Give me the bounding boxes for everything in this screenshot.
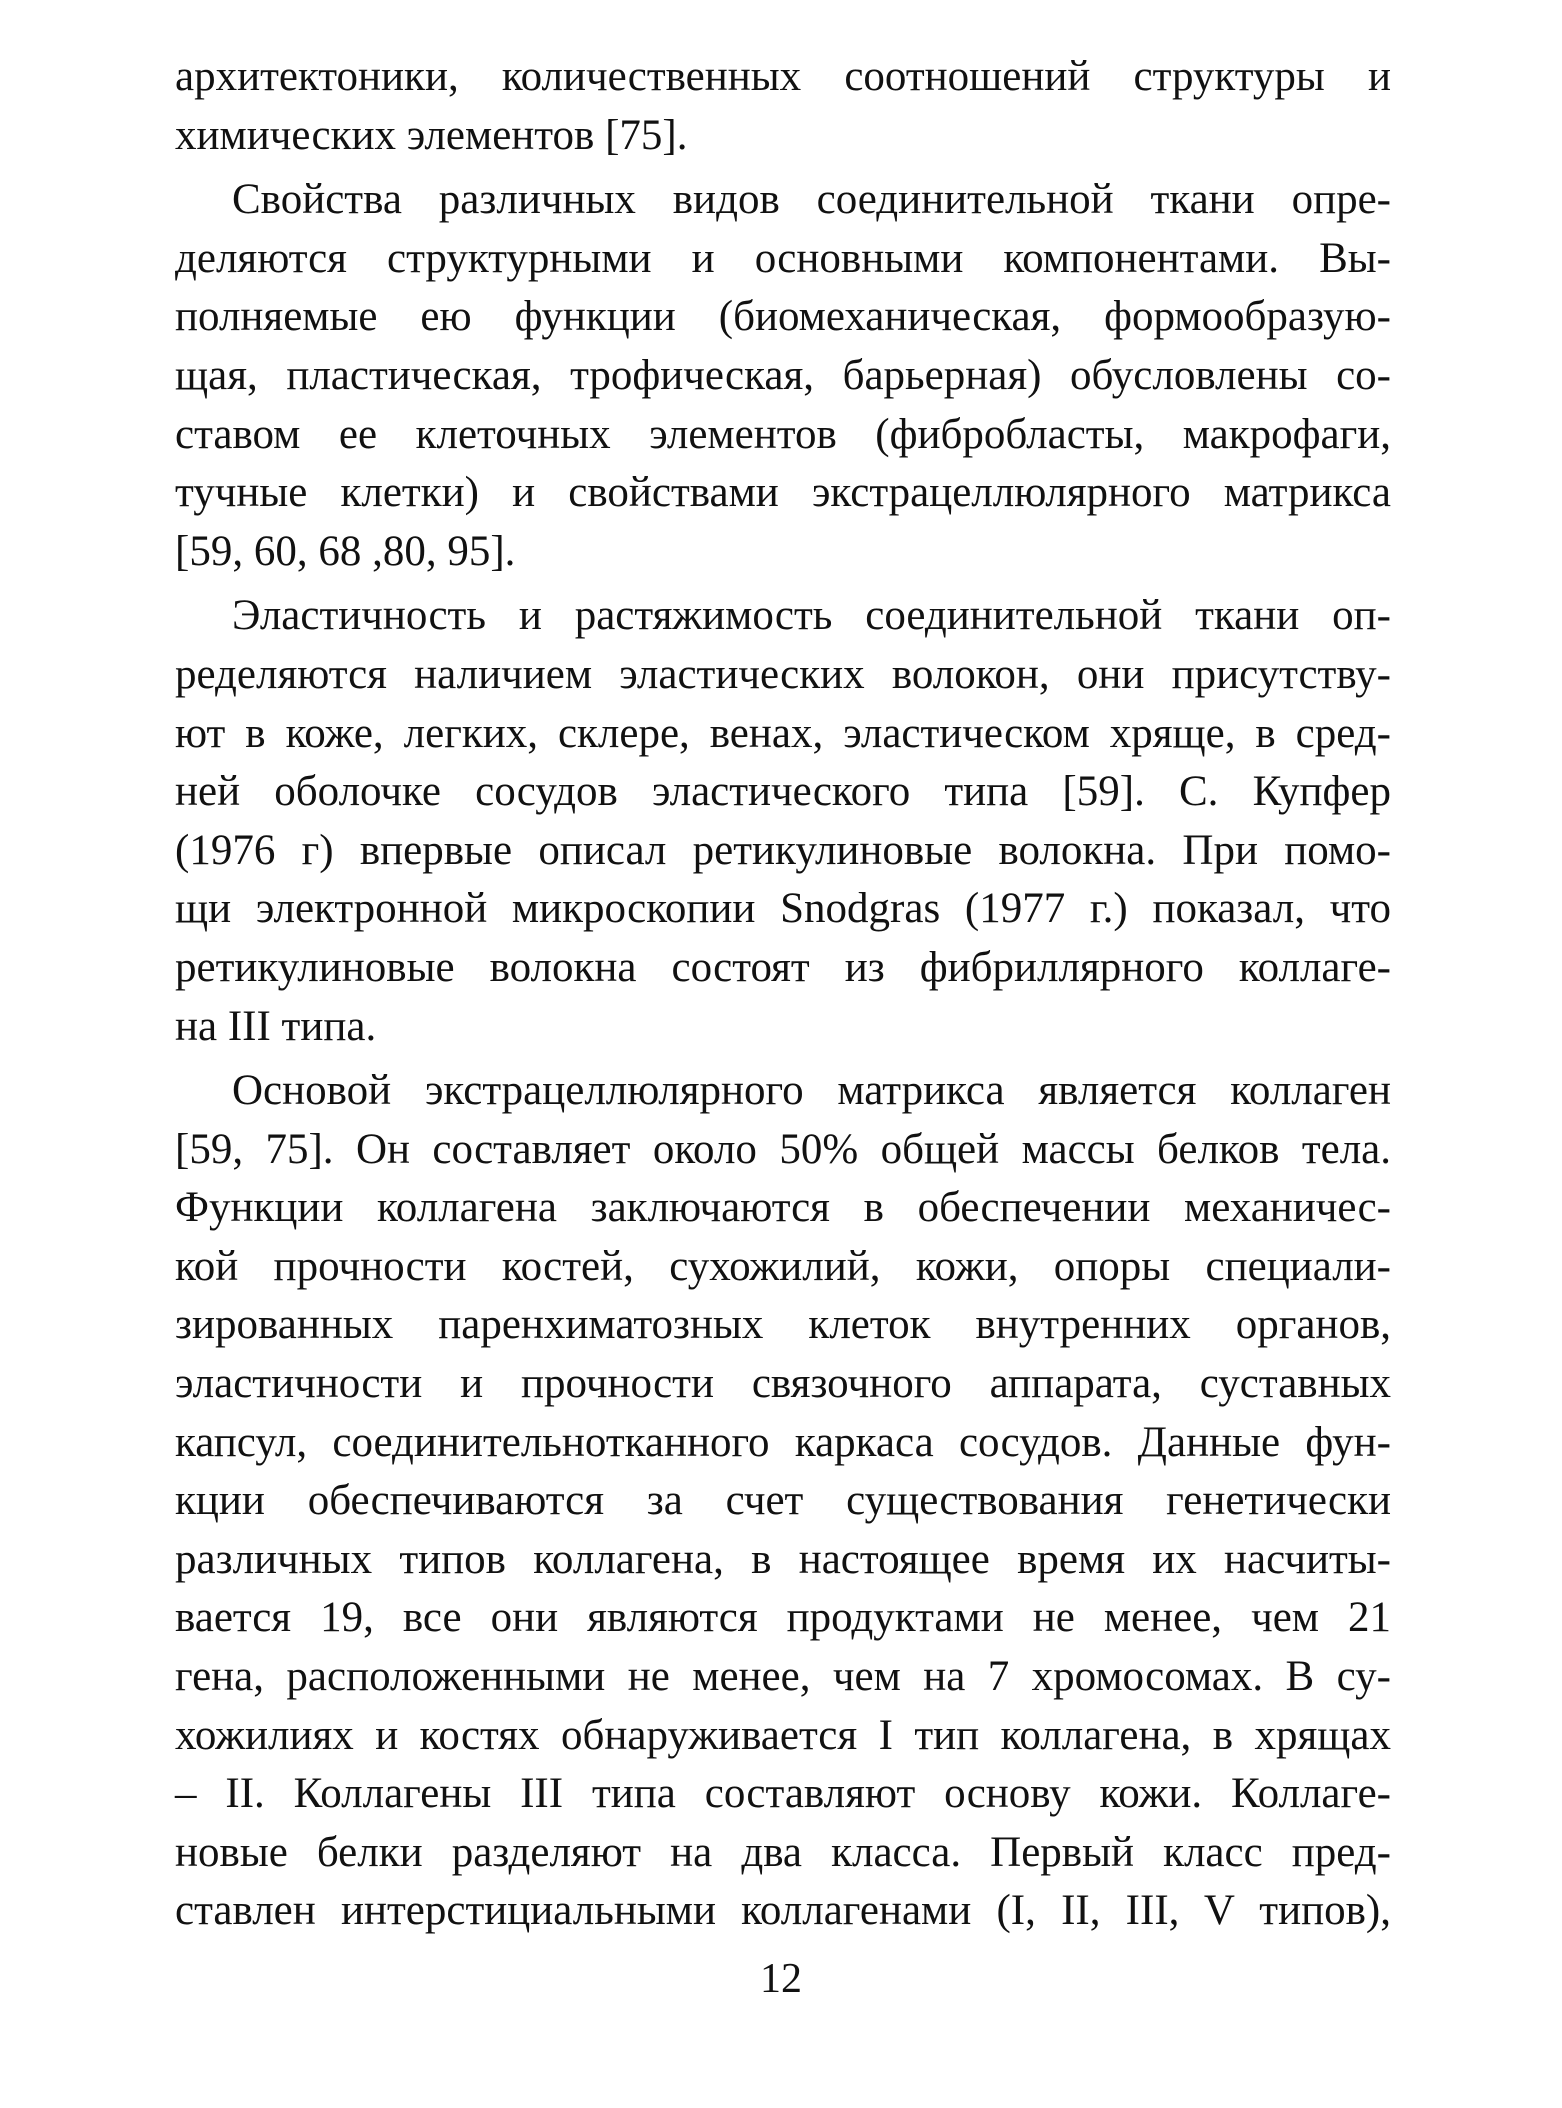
text-line: (1976 г) впервые описал ретикулиновые волокна. При помо-	[175, 826, 1391, 874]
page-number: 12	[760, 1956, 802, 2002]
body-text	[175, 48, 1391, 1941]
paragraph	[175, 587, 1391, 1056]
text-line: новые белки разделяют на два класса. Первый класс пред-	[175, 1828, 1391, 1876]
text-line: – II. Коллагены III типа составляют основу кожи. Коллаге-	[175, 1770, 1391, 1818]
text-line: ней оболочке сосудов эластического типа [59]. С. Купфер	[175, 768, 1391, 816]
text-line: деляются структурными и основными компонентами. Вы-	[175, 234, 1391, 282]
paragraph	[175, 1062, 1391, 1941]
text-line: Основой экстрацеллюлярного матрикса является коллаген	[232, 1067, 1391, 1115]
text-line: [59, 60, 68 ,80, 95].	[175, 527, 516, 575]
text-line: архитектоники, количественных соотношений структуры и	[175, 53, 1391, 100]
text-line: [59, 75]. Он составляет около 50% общей массы белков тела.	[175, 1125, 1391, 1173]
text-line: хожилиях и костях обнаруживается I тип коллагена, в хрящах	[175, 1711, 1391, 1759]
text-line: щи электронной микроскопии Snodgras (1977 г.) показал, что	[175, 885, 1391, 933]
text-line: на III типа.	[175, 1002, 377, 1050]
text-line: кции обеспечиваются за счет существования генетически	[175, 1477, 1391, 1525]
text-line: вается 19, все они являются продуктами не менее, чем 21	[175, 1594, 1391, 1642]
text-line: химических элементов [75].	[175, 111, 688, 159]
text-line: щая, пластическая, трофическая, барьерная) обусловлены со-	[175, 351, 1391, 399]
text-line: ставлен интерстициальными коллагенами (I, II, III, V типов),	[175, 1887, 1391, 1935]
text-line: ределяются наличием эластических волокон, они присутству-	[175, 650, 1391, 698]
text-line: гена, расположенными не менее, чем на 7 хромосомах. В су-	[175, 1653, 1391, 1701]
text-line: зированных паренхиматозных клеток внутренних органов,	[175, 1301, 1391, 1349]
text-line: ставом ее клеточных элементов (фибробласты, макрофаги,	[175, 410, 1391, 458]
text-line: кой прочности костей, сухожилий, кожи, опоры специали-	[175, 1242, 1391, 1290]
paragraph	[175, 48, 1391, 165]
text-line: полняемые ею функции (биомеханическая, формообразую-	[175, 293, 1391, 341]
text-line: ретикулиновые волокна состоят из фибриллярного коллаге-	[175, 943, 1391, 991]
text-line: капсул, соединительнотканного каркаса сосудов. Данные фун-	[175, 1418, 1391, 1466]
text-line: различных типов коллагена, в настоящее время их насчиты-	[175, 1535, 1391, 1583]
text-line: эластичности и прочности связочного аппарата, суставных	[175, 1360, 1391, 1408]
text-line: тучные клетки) и свойствами экстрацеллюлярного матрикса	[175, 469, 1391, 517]
text-line: ют в коже, легких, склере, венах, эластическом хряще, в сред-	[175, 709, 1391, 757]
text-line: Эластичность и растяжимость соединительной ткани оп-	[232, 592, 1391, 640]
paragraph	[175, 171, 1391, 581]
text-line: Свойства различных видов соединительной ткани опре-	[232, 176, 1391, 224]
text-line: Функции коллагена заключаются в обеспечении механичес-	[175, 1184, 1391, 1232]
